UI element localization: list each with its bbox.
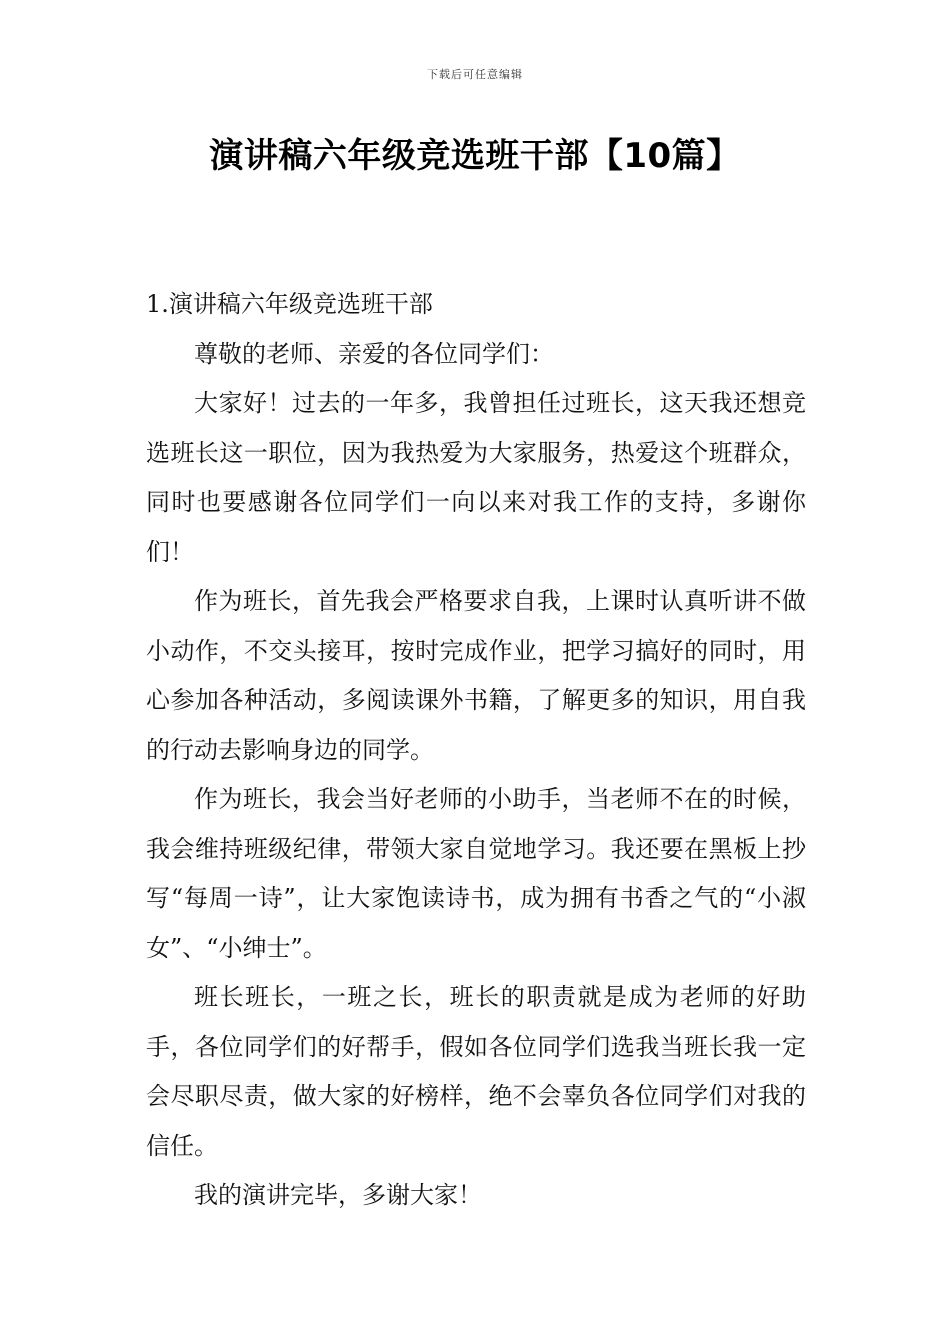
paragraph: 大家好！过去的一年多，我曾担任过班长，这天我还想竞选班长这一职位，因为我热爱为大家服务，热爱这个班群众，同时也要感谢各位同学们一向以来对我工作的支持，多谢你们！ [146,389,806,566]
paragraph: 作为班长，我会当好老师的小助手，当老师不在的时候，我会维持班级纪律，带领大家自觉地学习。我还要在黑板上抄写“每周一诗”，让大家饱读诗书，成为拥有书香之气的“小淑女”、“小绅士”。 [146,785,806,962]
closing-paragraph: 我的演讲完毕，多谢大家！ [194,1181,482,1209]
section-heading: 1.演讲稿六年级竞选班干部 [146,290,433,318]
greeting-line: 尊敬的老师、亲爱的各位同学们： [194,339,554,368]
document-body [146,280,806,1221]
header-note: 下载后可任意编辑 [427,68,523,81]
paragraph: 班长班长，一班之长，班长的职责就是成为老师的好助手，各位同学们的好帮手，假如各位同学们选我当班长我一定会尽职尽责，做大家的好榜样，绝不会辜负各位同学们对我的信任。 [146,983,806,1160]
paragraph: 作为班长，首先我会严格要求自我，上课时认真听讲不做小动作，不交头接耳，按时完成作业，把学习搞好的同时，用心参加各种活动，多阅读课外书籍，了解更多的知识，用自我的行动去影响身边的同学。 [146,587,806,764]
document-title: 演讲稿六年级竞选班干部【10篇】 [209,136,741,176]
